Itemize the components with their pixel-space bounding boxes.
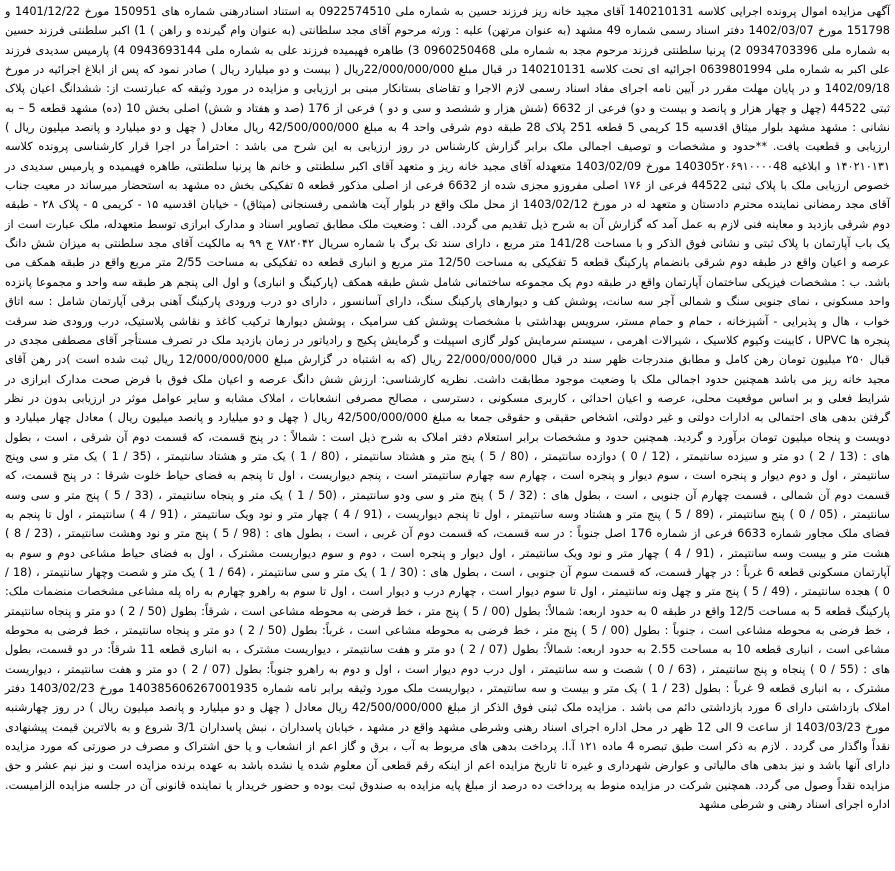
notice-body-text: آگهی مزایده اموال پرونده اجرایی کلاسه 140210131 آقای مجید خانه ریز فرزند حسین به شماره ملی 0922574510 به استناد اسنادرهنی شماره های 150951 مورخ 1401/12/22 و 151798 مورخ 1402/03/07 دفتر اسناد رسمی شماره 49 مشهد (به عنوان مرتهن) علیه : ورثه مرحوم آقای مجد سلطانتی (به عنوان وام گیرنده و راهن ) 1) اکبر سلطنتی فرزند حسین به شماره ملی 0934703396 2) پرنیا سلطنتی فرزند مرحوم مجد به شماره ملی 0960250468 3) طاهره فهیمیده فرزند علی به شماره ملی 0943693144 4) پارمیس سدیدی فرزند علی اکبر به شماره ملی 0639801994 اجرائیه ای تحت کلاسه 140210131 در قبال مبلغ 22/000/000/000ریال ( بیست و دو میلیارد ریال ) صادر نمود که پس از ابلاغ اجرائیه در مورخ 1402/09/18 و در پایان مهلت مقرر در آیین نامه اجرای مفاد اسناد رسمی لازم الاجرا و تقاضای بستانکار مبنی بر ارزیابی و مزایده در مورد وثیقه که عبارتست از: ششدانگ اعیان پلاک ثبتی 44522 (چهل و چهار هزار و پانصد و بیست و دو) فرعی از 6632 (شش هزار و ششصد و سی و دو ) فرعی از 176 (صد و هفتاد و شش) اصلی بخش 10 (ده) مشهد قطعه 5 – به نشانی : مشهد مشهد بلوار میثاق اقدسیه 15 کریمی 5 قطعه 251 پلاک 28 طبقه دوم شرقی واحد 4 به مبلغ 42/500/000/000 ریال معادل ( چهل و دو میلیارد و پانصد میلیون ریال ) ارزیابی و قطعیت یافت. **حدود و مشخصات و توصیف اجمالی ملک برابر گزارش کارشناس در روز ارزیابی به این شرح می باشد : احتراماً در اجرا قرار کارشناسی پرونده کلاسه ۱۴۰۲۱۰۱۳۱ و ابلاغیه 140305۲۰۶۹۱۰۰۰۰48 مورخ 1403/02/09 متعهدله آقای مجید خانه ریز و متعهد آقای اکبر سلطنتی و خانم ها پرنیا سلطنتی، طاهره فهیمیده و پارمیس سدیدی در خصوص ارزیابی ملک با پلاک ثبتی 44522 فرعی از ۱۷۶ اصلی مفروزو مجزی شده از 6632 فرعی از اصلی مذکور قطعه ۵ تفکیکی بخش ده مشهد به استحضار میرساند در معیت جناب آقای مجد رمضانی نماینده محترم دادستان و متعهد له در مورخ 1403/02/12 از محل ملک واقع در بلوار آیت هاشمی رفسنجانی (میثاق) - خیابان اقدسیه ۱۵ - کریمی ۵ - پلاک ۲۸ - طبقه دوم شرقی بازدید و معاینه فنی لازم به عمل آمد که گزارش آن به شرح ذیل تقدیم می گردد. الف : وضعیت ملک مطابق تصاویر اسناد و مدارک ابرازی توسط متعهدله، ملک عبارت است از یک باب آپارتمان با پلاک ثبتی و نشانی فوق الذکر و با مساحت 141/28 متر مربع ، دارای سند تک برگ با شماره سریال ۷۸۲۰۴۲ ج ۹۹ به مالکیت آقای مجد سلطنتی به میزان شش دانگ عرصه و اعیان واقع در طبقه دوم شرقی بانضمام پارکینگ قطعه 5 تفکیکی به مساحت 12/50 متر مربع و انباری قطعه ده تفکیکی به مساحت 2/55 متر مربع واقع در طبقه همکف می باشد. ب : مشخصات فیزیکی ساختمان آپارتمان واقع در طبقه دوم یک مجموعه ساختمانی شامل شش طبقه همکف (پارکینگ و انباری) و اول الی پنجم هر طبقه سه واحد و مجموعا پانزده واحد مسکونی ، نمای جنوبی سنگ و شمالی آجر سه سانت، پوشش کف و دیوارهای پارکینگ سنگ، دارای آسانسور ، دارای دو درب ورودی پارکینگ آهنی برقی آپارتمان شامل : سه اتاق خواب ، هال و پذیرایی - آشپزخانه ، حمام و حمام مستر، سرویس بهداشتی با مشخصات پوشش کف سرامیک ، پوشش دیوارها ترکیب کاغذ و نقاشی پلاستیک، درب ورودی ضد سرقت پنجره ها UPVC ، کابینت وکیوم کلاسیک ، شیرالات اهرمی ، سیستم سرمایش کولر گازی اسپیلت و گرمایش پکیج و رادیاتور در زمان بازدید ملک در تصرف مستأجر آقای مصطفی مجدی در قبال ۲۵۰ میلیون تومان رهن کامل و مطابق مندرجات ظهر سند در قبال 22/000/000/000 ریال (که به اشتباه در گزارش مبلغ 12/000/000/000 ریال ثبت شده است )در رهن آقای مجید خانه ریز می باشد همچنین حدود اجمالی ملک با وضعیت موجود مطابقت داشت. نظریه کارشناسی: ارزش شش دانگ عرصه و اعیان ملک فوق با فرض صحت مدارک ابرازی در شرایط فعلی و بر اساس موقعیت محلی، عرصه و اعیان احداثی ، کاربری مسکونی ، دسترسی ، مصالح مصرفی انشعابات ، املاک مشابه و سایر عوامل موثر در ارزیابی بدون در نظر گرفتن بدهی های احتمالی به ادارات دولتی و غیر دولتی، اشخاص حقیقی و حقوقی جمعا به مبلغ 42/500/000/000 ریال ( چهل و دو میلیارد و پانصد میلیون ریال ) معادل چهار میلیارد و دویست و پنجاه میلیون تومان برآورد و گردید. همچنین حدود و مشخصات برابر استعلام دفتر املاک به شرح ذیل است : شمالاً : در پنج قسمت، که قسمت دوم آن شرقی ، است ، بطول های : (13 / 2 ) دو متر و سیزده سانتیمتر ، (12 / 0 ) دوازده سانتیمتر ، (80 / 5 ) پنج متر و هشتاد سانتیمتر ، (80 / 1 ) یک متر و هشتاد سانتیمتر ، (35 / 1 ) یک متر و سی وپنج سانتیمتر ، اول و دوم دیوار و پنجره است ، سوم دیوار و پنجره است ، چهارم سه چهارم سانتیمتر است ، پنجم دیواریست ، اول تا پنجم به فضای حیاط خلوت شرقا : در پنج قسمت، که قسمت دوم آن شمالی ، قسمت چهارم آن جنوبی ، است ، بطول های : (32 / 5 ) پنج متر و سی ودو سانتیمتر ، (50 / 1 ) یک متر و پنجاه سانتیمتر ، (33 / 5 ) پنج متر و سی وسه سانتیمتر ، (05 / 0 ) پنج سانتیمتر ، (89 / 5 ) پنج متر و هشتاد وسه سانتیمتر ، اول تا پنجم دیواریست ، (91 / 4 ) چهار متر و نود ویک سانتیمتر ، (91 / 4 ) سانتیمتر ، اول تا پنجم به فضای ملک مجاور شماره 6633 فرعی از شماره 176 اصل جنوباً : در سه قسمت، که قسمت دوم آن غربی ، است ، بطول های : (98 / 5 ) پنج متر و نود وهشت سانتیمتر ، (23 / 8 ) هشت متر و بیست وسه سانتیمتر ، (91 / 4 ) چهار متر و نود ویک سانتیمتر ، اول دیوار و پنجره است ، دوم و سوم دیواریست مشترک ، اول به فضای حیاط مشاعی دوم و سوم به آپارتمان مسکونی قطعه 6 غرباً : در چهار قسمت، که قسمت سوم آن جنوبی ، است ، بطول های : (30 / 1 ) یک متر و سی سانتیمتر ، (64 / 1 ) یک متر و شصت وچهار سانتیمتر ، (18 / 0 ) هجده سانتیمتر ، (49 / 5 ) پنج متر و چهل ونه سانتیمتر ، اول تا سوم دیوار است ، چهارم درب و دیوار است ، اول تا سوم به راهرو چهارم به راه پله مشاعی مشخصات منضمات ملک: پارکینگ قطعه 5 به مساحت 12/5 واقع در طبقه 0 به حدود اربعه: شمالاً: بطول (00 / 5 ) پنج متر ، خط فرضی به محوطه مشاعی است ، شرقاً: بطول (50 / 2 ) دو متر و پنجاه سانتیمتر ، خط فرضی به محوطه مشاعی است ، جنوباً : بطول (00 / 5 ) پنج متر ، خط فرضی به محوطه مشاعی است ، غرباً: بطول (50 / 2 ) دو متر و پنجاه سانتیمتر ، خط فرضی به محوطه مشاعی است ، انباری قطعه 10 به مساحت 2.55 به حدود اربعه: شمالاً: بطول (07 / 2 ) دو متر و هفت سانتیمتر ، دیواریست مشترک ، به انباری قطعه 11 شرقاً: در دو قسمت، بطول های : (55 / 0 ) پنجاه و پنج سانتیمتر ، (63 / 0 ) شصت و سه سانتیمتر ، اول درب دوم دیوار است ، اول و دوم به راهرو جنوباً: بطول (07 / 2 ) دو متر و هفت سانتیمتر ، دیواریست مشترک ، به انباری قطعه 9 غرباً : بطول (23 / 1 ) یک متر و بیست و سه سانتیمتر ، دیواریست ملک مورد وثیقه برابر نامه شماره 140385606267001935 مورخ 1403/02/23 دفتر املاک بازداشتی دارای 6 مورد بازداشتی دائم می باشد . مزایده ملک ثبتی فوق الذکر از مبلغ 42/500/000/000 ریال معادل ( چهل و دو میلیارد و پانصد میلیون ریال ) در روز چهارشنبه مورخ 1403/03/23 از ساعت 9 الی 12 ظهر در محل اداره اجرای اسناد رهنی وشرطی مشهد واقع در مشهد ، خیابان پاسداران ، نبش پاسداران 3/1 شروع و به بالاترین قیمت پیشنهادی نقداً واگذار می گردد . لازم به ذکر است طبق تبصره 4 ماده ۱۲۱ آ.ا. پرداخت بدهی های مربوط به آب ، برق و گاز اعم از انشعاب و یا حق اشتراک و مصرف در صورتی که مورد مزایده دارای آنها باشد و نیز بدهی های مالیاتی و عوارض شهرداری و غیره تا تاریخ مزایده اعم از اینکه رقم قطعی آن معلوم شده یا نشده باشد به عهده برنده مزایده است و نیز نیم عشر و حق مزایده نقداً وصول می گردد. همچنین شرکت در مزایده منوط به پرداخت ده درصد از مبلغ پایه مزایده به صندوق ثبت بوده و حضور خریدار یا نماینده قانونی آن در جلسه مزایده الزامیست. اداره اجرای اسناد رهنی و شرطی مشهد	[5, 5, 891, 812]
